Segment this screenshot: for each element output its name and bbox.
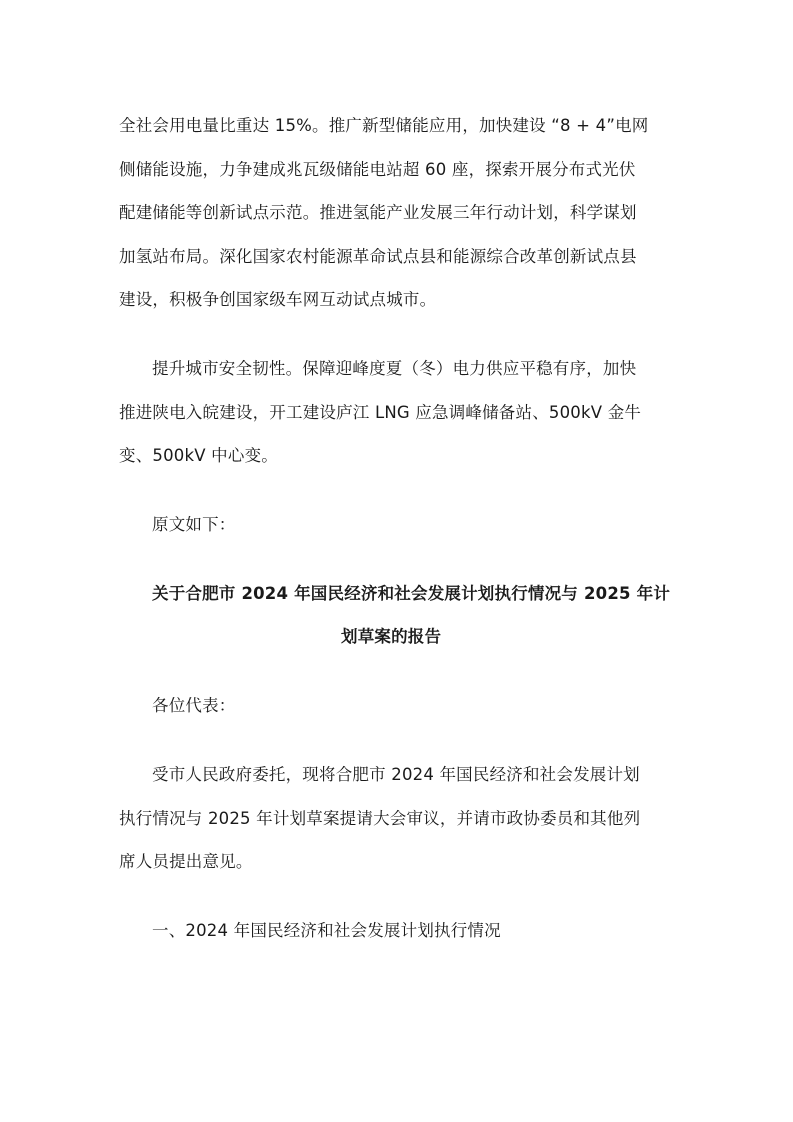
- section-heading: 一、2024 年国民经济和社会发展计划执行情况: [152, 921, 501, 940]
- report-title-line: 划草案的报告: [341, 627, 442, 646]
- report-title-line: 关于合肥市 2024 年国民经济和社会发展计划执行情况与 2025 年计: [152, 584, 671, 603]
- paragraph-line: 执行情况与 2025 年计划草案提请大会审议，并请市政协委员和其他列: [119, 809, 641, 828]
- paragraph-line: 配建储能等创新试点示范。推进氢能产业发展三年行动计划，科学谋划: [119, 203, 637, 222]
- paragraph-line: 提升城市安全韧性。保障迎峰度夏（冬）电力供应平稳有序，加快: [152, 359, 637, 378]
- original-text-label: 原文如下：: [152, 515, 236, 534]
- salutation: 各位代表：: [152, 696, 236, 715]
- paragraph-line: 席人员提出意见。: [119, 852, 253, 871]
- paragraph-line: 变、500kV 中心变。: [119, 446, 278, 465]
- paragraph-line: 加氢站布局。深化国家农村能源革命试点县和能源综合改革创新试点县: [119, 247, 637, 266]
- paragraph-line: 侧储能设施，力争建成兆瓦级储能电站超 60 座，探索开展分布式光伏: [119, 160, 636, 179]
- paragraph-line: 全社会用电量比重达 15%。推广新型储能应用，加快建设 “8 + 4”电网: [119, 116, 649, 135]
- paragraph-line: 受市人民政府委托，现将合肥市 2024 年国民经济和社会发展计划: [152, 765, 640, 784]
- paragraph-line: 推进陕电入皖建设，开工建设庐江 LNG 应急调峰储备站、500kV 金牛: [119, 403, 642, 422]
- paragraph-line: 建设，积极争创国家级车网互动试点城市。: [119, 290, 437, 309]
